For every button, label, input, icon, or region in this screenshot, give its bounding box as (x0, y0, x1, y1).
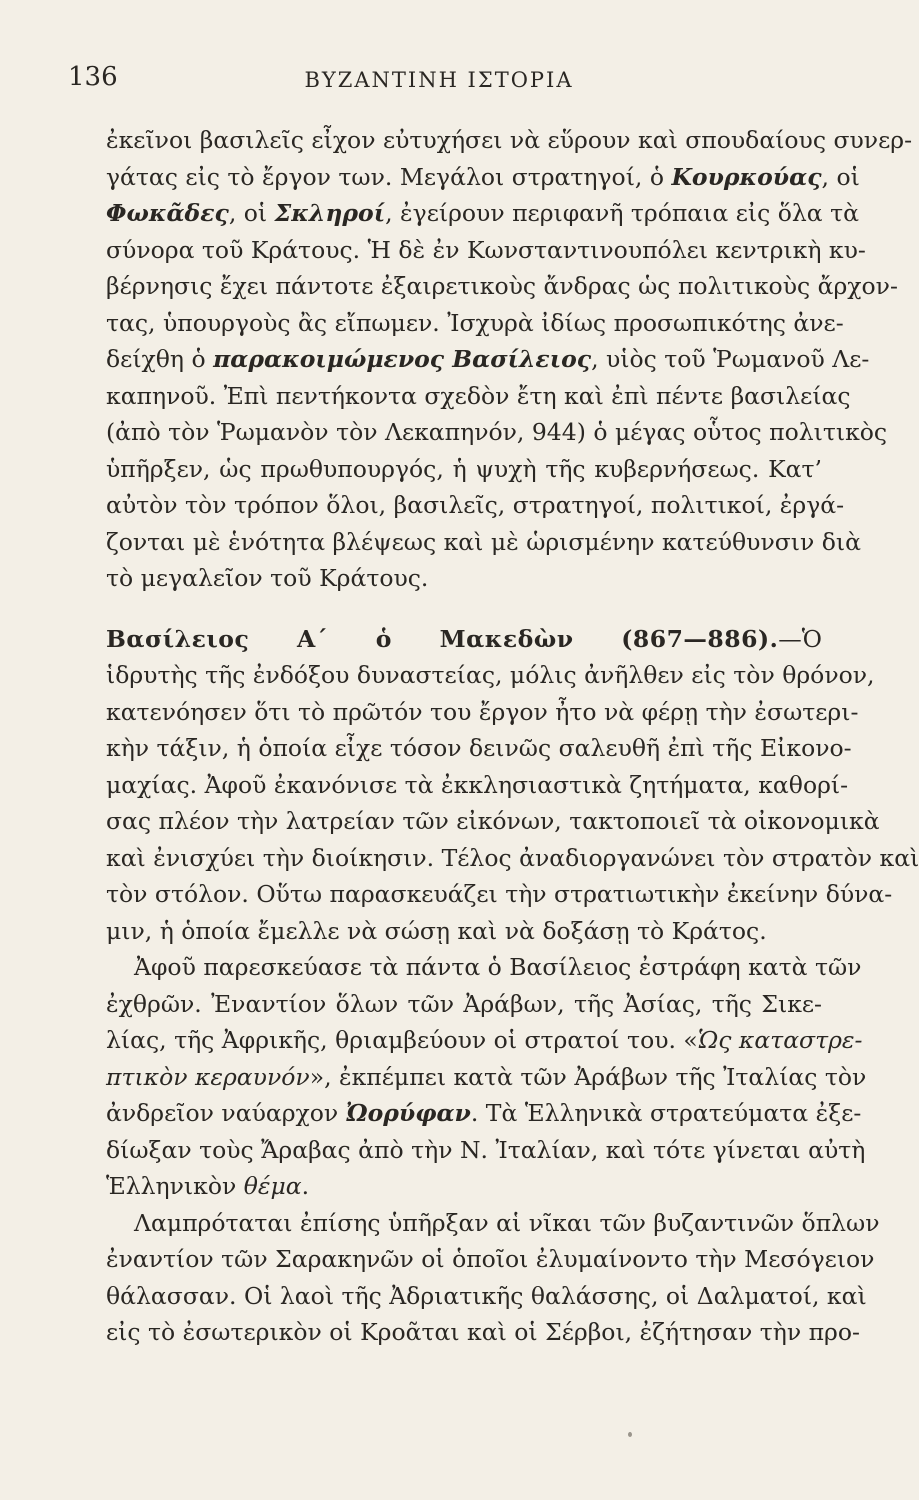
text-line: ἐκεῖνοι βασιλεῖς εἶχον εὐτυχήσει νὰ εὕρουν καὶ σπουδαίους συνερ- (106, 126, 913, 154)
paragraph-2 (106, 621, 919, 950)
emphasis-name: Φωκᾶδες (106, 199, 229, 227)
section-heading-line: Βασίλειος Α΄ ὁ Μακεδὼν (867—886).—Ὁ (106, 624, 822, 653)
text-line: αὐτὸν τὸν τρόπον ὅλοι, βασιλεῖς, στρατηγοί, πολιτικοί, ἐργά- (106, 491, 845, 519)
text-line: γάτας εἰς τὸ ἔργον των. Μεγάλοι στρατηγοί, ὁ Κουρκούας, οἱ (106, 162, 860, 191)
text-line: εἰς τὸ ἐσωτερικὸν οἱ Κροᾶται καὶ οἱ Σέρβοι, ἐζήτησαν τὴν προ- (106, 1318, 860, 1346)
paragraph-4 (106, 1205, 880, 1351)
text-line: τας, ὑπουργοὺς ἂς εἴπωμεν. Ἰσχυρὰ ἰδίως προσωπικότης ἀνε- (106, 308, 844, 337)
text-line: πτικὸν κεραυνόν», ἐκπέμπει κατὰ τῶν Ἀράβων τῆς Ἰταλίας τὸν (106, 1062, 867, 1091)
emphasis-name: Ὠορύφαν (345, 1099, 471, 1127)
text-line: μαχίας. Ἀφοῦ ἐκανόνισε τὰ ἐκκλησιαστικὰ ζητήματα, καθορί- (106, 770, 849, 799)
emphasis-name: παρακοιμώμενος Βασίλειος (213, 345, 592, 373)
page-speck (628, 1432, 632, 1437)
text-line: ἀνδρεῖον ναύαρχον Ὠορύφαν. Τὰ Ἑλληνικὰ στρατεύματα ἐξε- (106, 1099, 862, 1127)
text-line: σας πλέον τὴν λατρείαν τῶν εἰκόνων, τακτοποιεῖ τὰ οἰκονομικὰ (106, 807, 880, 835)
text-line: θάλασσαν. Οἱ λαοὶ τῆς Ἀδριατικῆς θαλάσσης, οἱ Δαλματοί, καὶ (106, 1281, 867, 1310)
text-line: τὸ μεγαλεῖον τοῦ Κράτους. (106, 564, 429, 592)
page-number: 136 (68, 62, 118, 92)
quote-italic: πτικὸν κεραυνόν (106, 1062, 310, 1091)
text-line: καὶ ἐνισχύει τὴν διοίκησιν. Τέλος ἀναδιοργανώνει τὸν στρατὸν καὶ (106, 843, 919, 872)
emphasis-name: Κουρκούας (671, 162, 822, 191)
text-line: μιν, ἡ ὁποία ἔμελλε νὰ σώσῃ καὶ νὰ δοξάσῃ τὸ Κράτος. (106, 916, 767, 945)
text-line: δίωξαν τοὺς Ἄραβας ἀπὸ τὴν Ν. Ἰταλίαν, καὶ τότε γίνεται αὐτὴ (106, 1135, 866, 1164)
text-line: ἐχθρῶν. Ἐναντίον ὅλων τῶν Ἀράβων, τῆς Ἀσίας, τῆς Σικε- (106, 989, 822, 1018)
section-heading: Βασίλειος Α΄ ὁ Μακεδὼν (867—886). (106, 624, 779, 653)
text-line: Λαμπρόταται ἐπίσης ὑπῆρξαν αἱ νῖκαι τῶν βυζαντινῶν ὅπλων (134, 1208, 880, 1237)
text-line: δείχθη ὁ παρακοιμώμενος Βασίλειος, υἱὸς τοῦ Ῥωμανοῦ Λε- (106, 345, 870, 373)
text-line: ὑπῆρξεν, ὡς πρωθυπουργός, ἡ ψυχὴ τῆς κυβερνήσεως. Κατ’ (106, 454, 822, 483)
text-line: ἐναντίον τῶν Σαρακηνῶν οἱ ὁποῖοι ἐλυμαίνοντο τὴν Μεσόγειον (106, 1245, 875, 1273)
text-line: ζονται μὲ ἑνότητα βλέψεως καὶ μὲ ὡρισμένην κατεύθυνσιν διὰ (106, 527, 861, 556)
text-line: (ἀπὸ τὸν Ῥωμανὸν τὸν Λεκαπηνόν, 944) ὁ μέγας οὗτος πολιτικὸς (106, 418, 888, 446)
quote-italic: Ὡς καταστρε- (697, 1026, 863, 1054)
text-line: λίας, τῆς Ἀφρικῆς, θριαμβεύουν οἱ στρατοί του. «Ὡς καταστρε- (106, 1026, 863, 1054)
page-header (68, 62, 810, 102)
text-line: σύνορα τοῦ Κράτους. Ἡ δὲ ἐν Κωνσταντινουπόλει κεντρικὴ κυ- (106, 235, 866, 264)
emphasis-term: θέμα (243, 1172, 302, 1200)
running-title: ΒΥΖΑΝΤΙΝΗ ΙΣΤΟΡΙΑ (304, 68, 574, 92)
text-line: Ἀφοῦ παρεσκεύασε τὰ πάντα ὁ Βασίλειος ἐστράφη κατὰ τῶν (134, 953, 862, 981)
text-line: κὴν τάξιν, ἡ ὁποία εἶχε τόσον δεινῶς σαλευθῆ ἐπὶ τῆς Εἰκονο- (106, 734, 852, 762)
text-line: Φωκᾶδες, οἱ Σκληροί, ἐγείρουν περιφανῆ τρόπαια εἰς ὅλα τὰ (106, 199, 859, 227)
text-line: ἱδρυτὴς τῆς ἐνδόξου δυναστείας, μόλις ἀνῆλθεν εἰς τὸν θρόνον, (106, 661, 875, 689)
text-line: κατενόησεν ὅτι τὸ πρῶτόν του ἔργον ἦτο νὰ φέρῃ τὴν ἐσωτερι- (106, 697, 859, 726)
text-body (106, 122, 919, 1351)
paragraph-3 (106, 949, 867, 1205)
text-line: τὸν στόλον. Οὕτω παρασκευάζει τὴν στρατιωτικὴν ἐκείνην δύνα- (106, 880, 893, 908)
text-line: Ἑλληνικὸν θέμα. (106, 1172, 310, 1200)
text-line: βέρνησις ἔχει πάντοτε ἐξαιρετικοὺς ἄνδρας ὡς πολιτικοὺς ἄρχον- (106, 272, 898, 300)
paragraph-1 (106, 122, 913, 597)
text-line: καπηνοῦ. Ἐπὶ πεντήκοντα σχεδὸν ἔτη καὶ ἐπὶ πέντε βασιλείας (106, 381, 851, 410)
emphasis-name: Σκληροί (274, 199, 386, 227)
